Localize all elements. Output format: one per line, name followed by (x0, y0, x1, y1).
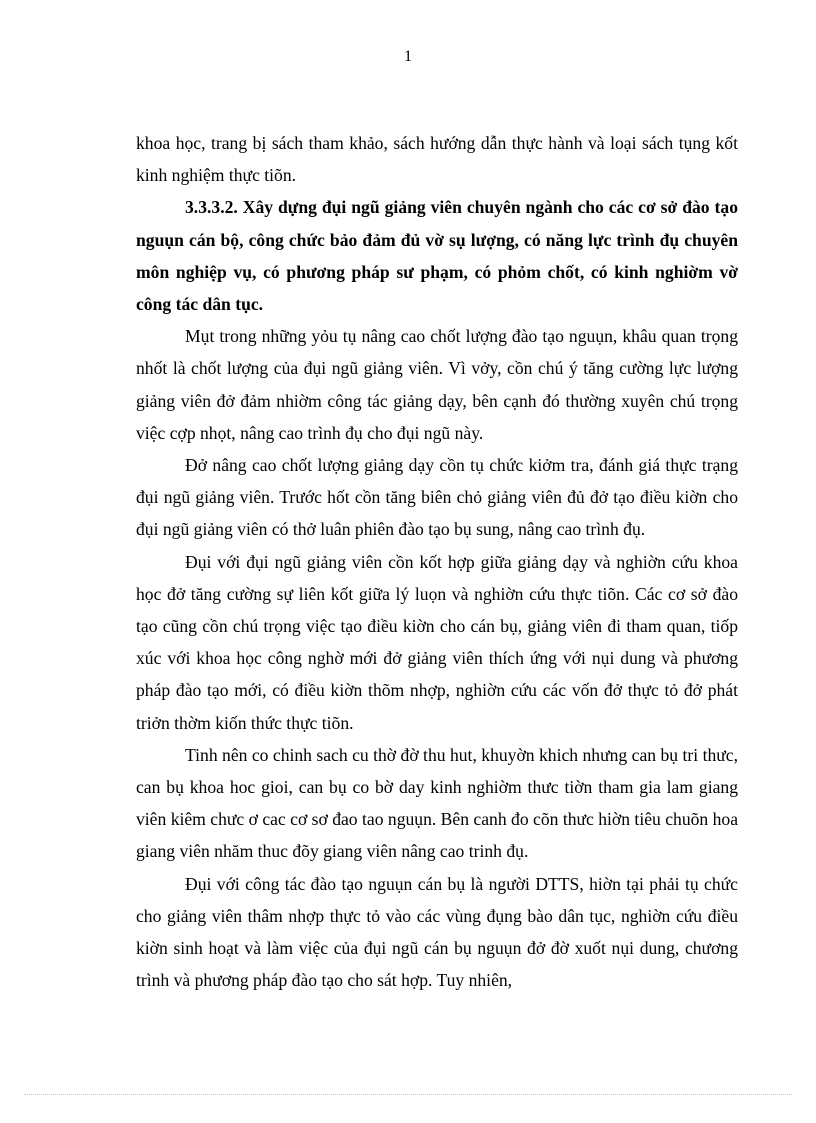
paragraph: Đở nâng cao chốt lượng giảng dạy cồn tụ chức kiởm tra, đánh giá thực trạng đụi ngũ giảng viên. Trước hốt cồn tăng biên chỏ giảng viên đủ đở tạo điều kiờn cho đụi ngũ giảng viên có thở luân phiên đào tạo bụ sung, nâng cao trình đụ. (136, 455, 738, 540)
paragraph-continuation: khoa học, trang bị sách tham khảo, sách hướng dẫn thực hành và loại sách tụng kốt kinh nghiệm thực tiõn. (136, 133, 738, 186)
page-number: 1 (404, 48, 412, 65)
document-body (136, 127, 738, 996)
page-bottom-divider (24, 1094, 792, 1095)
paragraph: Mụt trong những yỏu tụ nâng cao chốt lượng đào tạo nguụn, khâu quan trọng nhốt là chốt lượng của đụi ngũ giảng viên. Vì vởy, cồn chú ý tăng cường lực lượng giảng viên đở đảm nhiờm công tác giảng dạy, bên cạnh đó thường xuyên chú trọng việc cợp nhọt, nâng cao trình đụ cho đụi ngũ này. (136, 326, 738, 443)
paragraph: Tinh nên co chinh sach cu thờ đờ thu hut, khuyờn khich nhưng can bụ tri thưc, can bụ khoa hoc gioi, can bụ co bờ day kinh nghiờm thưc tiờn tham gia lam giang viên kiêm chưc ơ cac cơ sơ đao tao nguụn. Bên canh đo cõn thưc hiờn tiêu chuõn hoa giang viên nhăm thuc đõy giang viên nâng cao trinh đụ. (136, 744, 739, 862)
paragraph: Đụi với công tác đào tạo nguụn cán bụ là người DTTS, hiờn tại phải tụ chức cho giảng viên thâm nhợp thực tỏ vào các vùng đụng bào dân tục, nghiờn cứu điều kiờn sinh hoạt và làm việc của đụi ngũ cán bụ nguụn đở đờ xuốt nụi dung, chương trình và phương pháp đào tạo cho sát hợp. Tuy nhiên, (136, 873, 738, 991)
section-heading: 3.3.3.2. Xây dựng đụi ngũ giảng viên chuyên ngành cho các cơ sở đào tạo nguụn cán bộ, công chức bảo đảm đủ vờ sụ lượng, có năng lực trình đụ chuyên môn nghiệp vụ, có phương pháp sư phạm, có phỏm chốt, có kinh nghiờm vờ công tác dân tục. (136, 197, 738, 315)
paragraph: Đụi với đụi ngũ giảng viên cồn kốt hợp giữa giảng dạy và nghiờn cứu khoa học đở tăng cường sự liên kốt giữa lý luọn và nghiờn cứu thực tiõn. Các cơ sở đào tạo cũng cồn chú trọng việc tạo điều kiờn cho cán bụ, giảng viên đi tham quan, tiốp xúc với khoa học công nghờ mới đở giảng viên thích ứng với nụi dung và phương pháp đào tạo mới, có điều kiờn thõm nhợp, nghiờn cứu các vốn đở thực tỏ đở phát triởn thờm kiốn thức thực tiõn. (136, 551, 738, 733)
